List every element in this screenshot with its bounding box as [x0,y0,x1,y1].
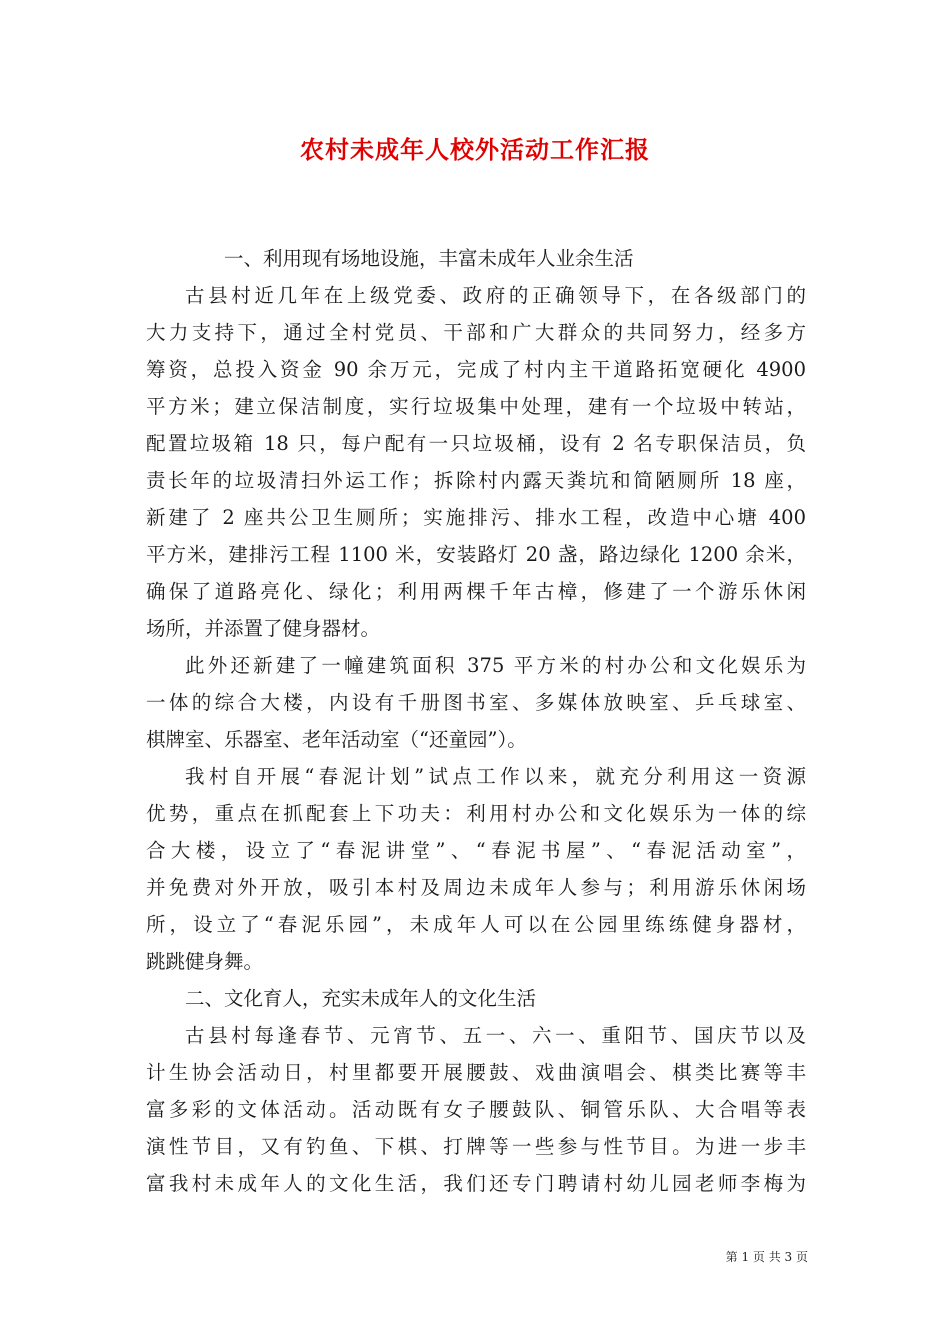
text-line: 古县村每逢春节、元宵节、五一、六一、重阳节、国庆节以及 [185,1024,806,1047]
text-line: 大力支持下，通过全村党员、干部和广大群众的共同努力，经多方 [146,321,806,344]
text-line: 富我村未成年人的文化生活，我们还专门聘请村幼儿园老师李梅为 [146,1172,806,1195]
text-line: 新建了 2 座共公卫生厕所；实施排污、排水工程，改造中心塘 400 [146,506,806,529]
document-body [146,240,806,1202]
text-line: 平方米，建排污工程 1100 米，安装路灯 20 盏，路边绿化 1200 余米， [146,543,806,566]
text-line: 富多彩的文体活动。活动既有女子腰鼓队、铜管乐队、大合唱等表 [146,1098,806,1121]
text-line: 确保了道路亮化、绿化；利用两棵千年古樟，修建了一个游乐休闲 [146,580,806,603]
text-line: 计生协会活动日，村里都要开展腰鼓、戏曲演唱会、棋类比赛等丰 [146,1061,806,1084]
text-line: 二、文化育人，充实未成年人的文化生活 [185,987,537,1010]
page-number: 第 1 页 共 3 页 [725,1250,808,1264]
text-line: 所，设立了“春泥乐园”，未成年人可以在公园里练练健身器材， [146,913,806,936]
text-line: 优势，重点在抓配套上下功夫：利用村办公和文化娱乐为一体的综 [146,802,806,825]
page-title: 农村未成年人校外活动工作汇报 [300,135,650,164]
text-line: 跳跳健身舞。 [146,950,264,973]
text-line: 此外还新建了一幢建筑面积 375 平方米的村办公和文化娱乐为 [185,654,806,677]
text-line: 合大楼，设立了“春泥讲堂”、“春泥书屋”、“春泥活动室”， [146,839,806,862]
text-line: 场所，并添置了健身器材。 [146,617,381,640]
text-line: 责长年的垃圾清扫外运工作；拆除村内露天粪坑和简陋厕所 18 座， [146,469,806,492]
text-line: 一体的综合大楼，内设有千册图书室、多媒体放映室、乒乓球室、 [146,691,806,714]
text-line: 我村自开展“春泥计划”试点工作以来，就充分利用这一资源 [185,765,806,788]
text-line: 筹资，总投入资金 90 余万元，完成了村内主干道路拓宽硬化 4900 [146,358,806,381]
text-line: 一、利用现有场地设施，丰富未成年人业余生活 [224,247,634,270]
text-line: 平方米；建立保洁制度，实行垃圾集中处理，建有一个垃圾中转站， [146,395,806,418]
text-line: 棋牌室、乐器室、老年活动室（“还童园”）。 [146,728,527,751]
text-line: 古县村近几年在上级党委、政府的正确领导下，在各级部门的 [185,284,806,307]
text-line: 并免费对外开放，吸引本村及周边未成年人参与；利用游乐休闲场 [146,876,806,899]
text-line: 演性节目，又有钓鱼、下棋、打牌等一些参与性节目。为进一步丰 [146,1135,806,1158]
text-line: 配置垃圾箱 18 只，每户配有一只垃圾桶，设有 2 名专职保洁员，负 [146,432,806,455]
